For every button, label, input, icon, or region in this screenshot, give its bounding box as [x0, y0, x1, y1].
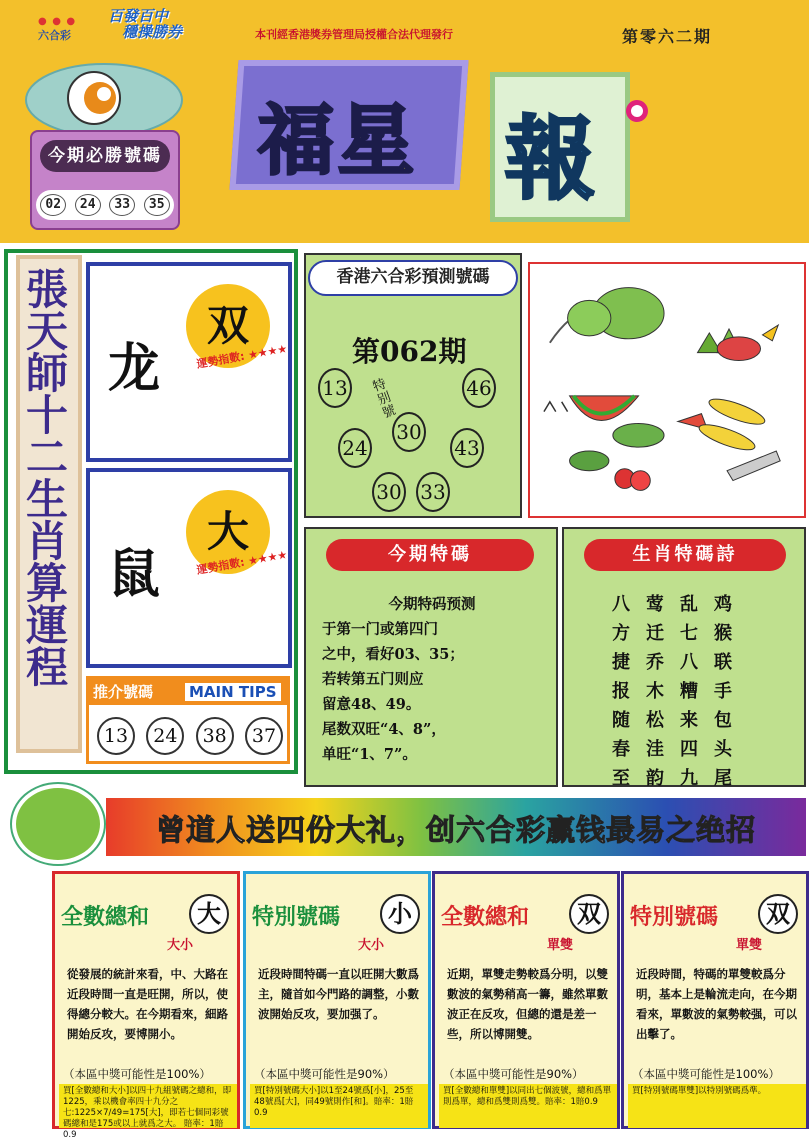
prediction-number: 24: [338, 428, 372, 468]
tips-number: 13: [97, 717, 135, 755]
tip-card-footer: 買[特別號碼大小]以1至24號爲[小]，25至48號爲[大]，同49號則作[和]。賠率：1賠0.9: [250, 1084, 428, 1128]
riddle-illustration: [528, 262, 806, 518]
special-number-label: 特别號: [370, 376, 398, 422]
prediction-number: 13: [318, 368, 352, 408]
zodiac-animal: 鼠: [108, 544, 161, 605]
mark-six-logo: ● ● ● 六合彩: [38, 16, 77, 42]
tip-card-body: 近段時間特碼一直以旺開大數爲主，隨首如今門路的調整，小數波開始反攻，要加强了。: [258, 967, 419, 1021]
prediction-title: 香港六合彩預測號碼: [308, 260, 518, 296]
tip-card-sub: 單雙: [546, 938, 573, 953]
slogan: 百發百中 穩操勝券: [108, 7, 183, 41]
tip-card-footer: 買[特別號碼單雙]以特別號碼爲準。: [628, 1084, 806, 1128]
must-win-number: 35: [144, 194, 170, 216]
tip-card: [243, 871, 431, 1129]
tip-card: [52, 871, 240, 1140]
prediction-number: 33: [416, 472, 450, 512]
tip-card: [621, 871, 809, 1129]
must-win-number: 02: [40, 194, 66, 216]
tip-card-probability: （本區中獎可能性是90%）: [443, 1067, 584, 1081]
tip-card-title: 特別號碼: [630, 905, 719, 930]
tip-card-icon: 双: [758, 894, 798, 934]
banner-emblem-icon: [12, 784, 104, 864]
tip-card-probability: （本區中獎可能性是90%）: [254, 1067, 395, 1081]
tips-number: 24: [146, 717, 184, 755]
zodiac-animal: 龙: [108, 338, 161, 399]
tips-label-en: MAIN TIPS: [185, 683, 281, 701]
tip-card-sub: 大小: [357, 938, 384, 953]
authorized-notice: 本刊經香港獎券管理局授權合法代理發行: [255, 28, 453, 41]
must-win-number: 24: [75, 194, 101, 216]
tip-card-title: 全數總和: [441, 905, 530, 930]
tip-card-footer: 買[全數總和大小]以四十九組號碼之總和，即1225，乘以機會率四十九分之七:1225×7/49=175[大]，即若七個同彩號碼總和是175或以上就爲之大。 賠率：1賠0.9: [59, 1084, 237, 1128]
tip-card-title: 特別號碼: [252, 905, 341, 930]
tip-card-icon: 小: [380, 894, 420, 934]
star-rating-icon: ★★★★: [247, 548, 289, 568]
zodiac-title-column: [16, 255, 82, 753]
tip-card-body: 從發展的統計來看，中、大路在近段時間一直是旺開，所以，使得總分較大。在今期看來，細路開始反攻，要博開小。: [67, 967, 228, 1041]
prediction-number: 46: [462, 368, 496, 408]
promo-banner-text: 曾道人送四份大礼，创六合彩赢钱最易之绝招: [155, 813, 756, 847]
prediction-number: 43: [450, 428, 484, 468]
must-win-number: 33: [109, 194, 135, 216]
tips-number: 38: [196, 717, 234, 755]
tip-card-probability: （本區中獎可能性是100%）: [632, 1067, 780, 1081]
tip-card-sub: 單雙: [735, 938, 762, 953]
luck-index-label: 運勢指數: ★★★★: [195, 548, 289, 577]
zodiac-poem-text: 八莺乱鸡 方迁七猴 捷乔八联 报木糟手 随松来包 春洼四头 至韵九尾: [612, 594, 748, 789]
tip-card-footer: 買[全數總和單雙]以同出七個波號，總和爲單則爲單，總和爲雙則爲雙。賠率：1賠0.9: [439, 1084, 617, 1128]
special-code-title: 今期特碼: [326, 539, 534, 571]
special-code-text: 今期特码预测 于第一门或第四门 之中，看好03、35； 若转第五门则应 留意48、49。 尾数双旺“4、8”， 单旺“1、7”。: [322, 596, 476, 763]
prediction-period: 第062期: [352, 335, 467, 368]
promo-banner: [8, 780, 808, 870]
prediction-number: 30: [372, 472, 406, 512]
tips-number: 37: [245, 717, 283, 755]
main-tips-panel: [86, 676, 290, 764]
zodiac-sign: 大: [186, 490, 270, 574]
tips-label-cn: 推介號碼: [93, 683, 154, 701]
tip-card-body: 近段時間，特碼的單雙較爲分明，基本上是輪流走向，在今期看來，單數波的氣勢較强，可以出擊了。: [636, 967, 797, 1041]
star-rating-icon: ★★★★: [247, 342, 289, 362]
mascot-illustration: [24, 60, 184, 140]
tip-card-title: 全數總和: [61, 905, 150, 930]
issue-number: 第零六二期: [622, 27, 713, 46]
must-win-numbers: [36, 190, 174, 220]
tips-numbers: [97, 717, 283, 755]
luck-index-label: 運勢指數: ★★★★: [195, 342, 289, 371]
tip-card-probability: （本區中獎可能性是100%）: [63, 1067, 211, 1081]
masthead-title: 福星: [258, 96, 418, 185]
zodiac-card: [86, 262, 292, 462]
must-win-panel: [30, 130, 180, 230]
zodiac-title: 張天師十二生肖算運程: [20, 267, 69, 687]
tip-card-icon: 双: [569, 894, 609, 934]
masthead-bao: 報: [505, 106, 595, 212]
zodiac-poem-title: 生肖特碼詩: [584, 539, 786, 571]
zodiac-card: [86, 468, 292, 668]
tip-card-body: 近期，單雙走勢較爲分明，以雙數波的氣勢稍高一籌，雖然單數波正在反攻，但總的還是差一些，所以博開雙。: [447, 967, 608, 1041]
must-win-label: 今期必勝號碼: [40, 140, 170, 172]
zodiac-sign: 双: [186, 284, 270, 368]
tip-card-icon: 大: [189, 894, 229, 934]
tip-card: [432, 871, 620, 1129]
prediction-number: 30: [392, 412, 426, 452]
decorative-ring: [626, 100, 648, 122]
tip-card-sub: 大小: [166, 938, 193, 953]
